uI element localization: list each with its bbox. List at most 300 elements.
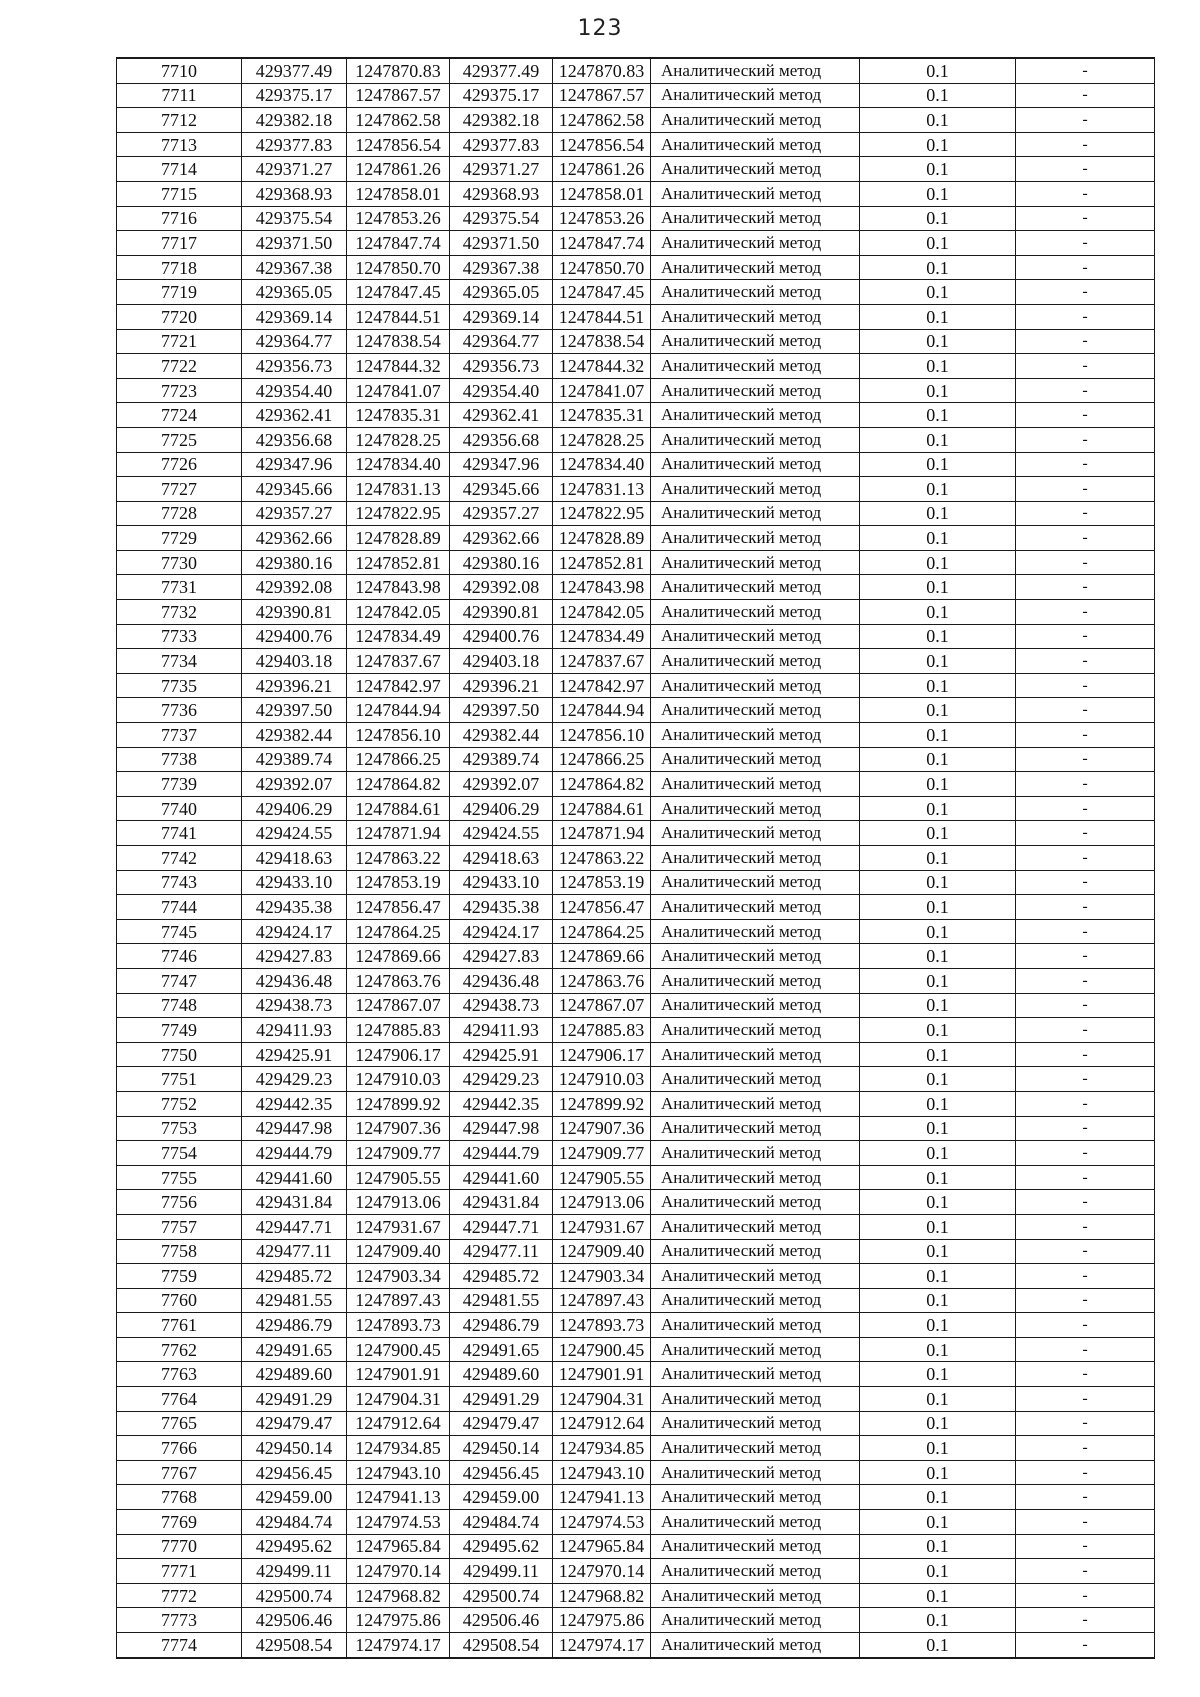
x-coordinate-2-cell: 429354.40 — [450, 378, 553, 403]
x-coordinate-2-cell: 429450.14 — [450, 1436, 553, 1461]
accuracy-cell: 0.1 — [860, 1559, 1016, 1584]
y-coordinate-cell: 1247850.70 — [347, 255, 450, 280]
y-coordinate-2-cell: 1247844.51 — [553, 304, 651, 329]
table-row — [117, 1214, 1155, 1239]
x-coordinate-2-cell: 429371.27 — [450, 157, 553, 182]
x-coordinate-cell: 429459.00 — [242, 1485, 347, 1510]
point-number-cell: 7754 — [117, 1141, 242, 1166]
x-coordinate-2-cell: 429489.60 — [450, 1362, 553, 1387]
y-coordinate-cell: 1247934.85 — [347, 1436, 450, 1461]
y-coordinate-2-cell: 1247943.10 — [553, 1460, 651, 1485]
accuracy-cell: 0.1 — [860, 895, 1016, 920]
x-coordinate-cell: 429506.46 — [242, 1608, 347, 1633]
y-coordinate-cell: 1247931.67 — [347, 1214, 450, 1239]
point-number-cell: 7755 — [117, 1165, 242, 1190]
y-coordinate-cell: 1247900.45 — [347, 1337, 450, 1362]
y-coordinate-cell: 1247852.81 — [347, 550, 450, 575]
point-number-cell: 7728 — [117, 501, 242, 526]
table-row — [117, 1239, 1155, 1264]
table-row — [117, 329, 1155, 354]
table-row — [117, 526, 1155, 551]
note-cell: - — [1016, 1411, 1155, 1436]
y-coordinate-2-cell: 1247941.13 — [553, 1485, 651, 1510]
accuracy-cell: 0.1 — [860, 477, 1016, 502]
x-coordinate-2-cell: 429392.08 — [450, 575, 553, 600]
accuracy-cell: 0.1 — [860, 1583, 1016, 1608]
point-number-cell: 7725 — [117, 427, 242, 452]
point-number-cell: 7745 — [117, 919, 242, 944]
x-coordinate-cell: 429389.74 — [242, 747, 347, 772]
note-cell: - — [1016, 698, 1155, 723]
x-coordinate-2-cell: 429438.73 — [450, 993, 553, 1018]
y-coordinate-cell: 1247906.17 — [347, 1042, 450, 1067]
note-cell: - — [1016, 1608, 1155, 1633]
x-coordinate-cell: 429397.50 — [242, 698, 347, 723]
y-coordinate-cell: 1247905.55 — [347, 1165, 450, 1190]
x-coordinate-cell: 429396.21 — [242, 673, 347, 698]
x-coordinate-2-cell: 429436.48 — [450, 968, 553, 993]
method-cell: Аналитический метод — [651, 1116, 860, 1141]
x-coordinate-2-cell: 429427.83 — [450, 944, 553, 969]
table-row — [117, 452, 1155, 477]
table-row — [117, 1018, 1155, 1043]
x-coordinate-cell: 429438.73 — [242, 993, 347, 1018]
note-cell: - — [1016, 1362, 1155, 1387]
table-row — [117, 1608, 1155, 1633]
x-coordinate-cell: 429433.10 — [242, 870, 347, 895]
y-coordinate-cell: 1247904.31 — [347, 1387, 450, 1412]
x-coordinate-2-cell: 429425.91 — [450, 1042, 553, 1067]
x-coordinate-2-cell: 429484.74 — [450, 1510, 553, 1535]
method-cell: Аналитический метод — [651, 1411, 860, 1436]
y-coordinate-2-cell: 1247893.73 — [553, 1313, 651, 1338]
point-number-cell: 7751 — [117, 1067, 242, 1092]
y-coordinate-2-cell: 1247904.31 — [553, 1387, 651, 1412]
y-coordinate-cell: 1247863.22 — [347, 846, 450, 871]
table-row — [117, 378, 1155, 403]
x-coordinate-cell: 429489.60 — [242, 1362, 347, 1387]
x-coordinate-cell: 429425.91 — [242, 1042, 347, 1067]
x-coordinate-2-cell: 429479.47 — [450, 1411, 553, 1436]
accuracy-cell: 0.1 — [860, 378, 1016, 403]
x-coordinate-2-cell: 429424.55 — [450, 821, 553, 846]
accuracy-cell: 0.1 — [860, 181, 1016, 206]
point-number-cell: 7771 — [117, 1559, 242, 1584]
x-coordinate-cell: 429362.66 — [242, 526, 347, 551]
table-row — [117, 1190, 1155, 1215]
point-number-cell: 7761 — [117, 1313, 242, 1338]
x-coordinate-2-cell: 429365.05 — [450, 280, 553, 305]
note-cell: - — [1016, 1510, 1155, 1535]
note-cell: - — [1016, 1387, 1155, 1412]
y-coordinate-2-cell: 1247828.25 — [553, 427, 651, 452]
x-coordinate-2-cell: 429403.18 — [450, 649, 553, 674]
table-row — [117, 403, 1155, 428]
method-cell: Аналитический метод — [651, 550, 860, 575]
method-cell: Аналитический метод — [651, 1190, 860, 1215]
x-coordinate-cell: 429357.27 — [242, 501, 347, 526]
method-cell: Аналитический метод — [651, 600, 860, 625]
y-coordinate-2-cell: 1247822.95 — [553, 501, 651, 526]
x-coordinate-2-cell: 429362.41 — [450, 403, 553, 428]
y-coordinate-cell: 1247867.57 — [347, 83, 450, 108]
table-row — [117, 477, 1155, 502]
method-cell: Аналитический метод — [651, 1559, 860, 1584]
y-coordinate-2-cell: 1247910.03 — [553, 1067, 651, 1092]
y-coordinate-2-cell: 1247835.31 — [553, 403, 651, 428]
table-row — [117, 354, 1155, 379]
method-cell: Аналитический метод — [651, 1633, 860, 1658]
table-row — [117, 1510, 1155, 1535]
accuracy-cell: 0.1 — [860, 1485, 1016, 1510]
table-row — [117, 1460, 1155, 1485]
y-coordinate-2-cell: 1247828.89 — [553, 526, 651, 551]
y-coordinate-2-cell: 1247853.26 — [553, 206, 651, 231]
y-coordinate-cell: 1247853.26 — [347, 206, 450, 231]
x-coordinate-2-cell: 429377.49 — [450, 58, 553, 83]
table-row — [117, 108, 1155, 133]
accuracy-cell: 0.1 — [860, 1313, 1016, 1338]
method-cell: Аналитический метод — [651, 83, 860, 108]
note-cell: - — [1016, 673, 1155, 698]
accuracy-cell: 0.1 — [860, 1534, 1016, 1559]
point-number-cell: 7753 — [117, 1116, 242, 1141]
y-coordinate-2-cell: 1247863.22 — [553, 846, 651, 871]
point-number-cell: 7731 — [117, 575, 242, 600]
note-cell: - — [1016, 870, 1155, 895]
x-coordinate-cell: 429371.27 — [242, 157, 347, 182]
x-coordinate-2-cell: 429375.54 — [450, 206, 553, 231]
point-number-cell: 7744 — [117, 895, 242, 920]
method-cell: Аналитический метод — [651, 231, 860, 256]
y-coordinate-2-cell: 1247856.54 — [553, 132, 651, 157]
x-coordinate-cell: 429382.44 — [242, 723, 347, 748]
y-coordinate-cell: 1247863.76 — [347, 968, 450, 993]
y-coordinate-cell: 1247856.54 — [347, 132, 450, 157]
note-cell: - — [1016, 1313, 1155, 1338]
y-coordinate-cell: 1247903.34 — [347, 1264, 450, 1289]
x-coordinate-2-cell: 429491.29 — [450, 1387, 553, 1412]
y-coordinate-cell: 1247834.49 — [347, 624, 450, 649]
x-coordinate-2-cell: 429377.83 — [450, 132, 553, 157]
accuracy-cell: 0.1 — [860, 58, 1016, 83]
accuracy-cell: 0.1 — [860, 1190, 1016, 1215]
y-coordinate-2-cell: 1247856.10 — [553, 723, 651, 748]
accuracy-cell: 0.1 — [860, 870, 1016, 895]
method-cell: Аналитический метод — [651, 993, 860, 1018]
note-cell: - — [1016, 452, 1155, 477]
y-coordinate-cell: 1247856.47 — [347, 895, 450, 920]
y-coordinate-2-cell: 1247909.77 — [553, 1141, 651, 1166]
y-coordinate-cell: 1247975.86 — [347, 1608, 450, 1633]
y-coordinate-cell: 1247909.40 — [347, 1239, 450, 1264]
accuracy-cell: 0.1 — [860, 673, 1016, 698]
point-number-cell: 7733 — [117, 624, 242, 649]
y-coordinate-cell: 1247893.73 — [347, 1313, 450, 1338]
y-coordinate-2-cell: 1247863.76 — [553, 968, 651, 993]
method-cell: Аналитический метод — [651, 526, 860, 551]
method-cell: Аналитический метод — [651, 1485, 860, 1510]
method-cell: Аналитический метод — [651, 698, 860, 723]
accuracy-cell: 0.1 — [860, 1337, 1016, 1362]
x-coordinate-cell: 429429.23 — [242, 1067, 347, 1092]
accuracy-cell: 0.1 — [860, 452, 1016, 477]
point-number-cell: 7738 — [117, 747, 242, 772]
method-cell: Аналитический метод — [651, 1067, 860, 1092]
table-row — [117, 1165, 1155, 1190]
table-row — [117, 1411, 1155, 1436]
x-coordinate-cell: 429356.68 — [242, 427, 347, 452]
y-coordinate-cell: 1247861.26 — [347, 157, 450, 182]
x-coordinate-2-cell: 429380.16 — [450, 550, 553, 575]
table-row — [117, 944, 1155, 969]
note-cell: - — [1016, 1559, 1155, 1584]
y-coordinate-cell: 1247842.97 — [347, 673, 450, 698]
table-row — [117, 698, 1155, 723]
y-coordinate-2-cell: 1247968.82 — [553, 1583, 651, 1608]
x-coordinate-2-cell: 429499.11 — [450, 1559, 553, 1584]
point-number-cell: 7713 — [117, 132, 242, 157]
point-number-cell: 7739 — [117, 772, 242, 797]
accuracy-cell: 0.1 — [860, 157, 1016, 182]
x-coordinate-2-cell: 429447.98 — [450, 1116, 553, 1141]
method-cell: Аналитический метод — [651, 1165, 860, 1190]
note-cell: - — [1016, 181, 1155, 206]
accuracy-cell: 0.1 — [860, 1165, 1016, 1190]
method-cell: Аналитический метод — [651, 1141, 860, 1166]
y-coordinate-cell: 1247867.07 — [347, 993, 450, 1018]
table-row — [117, 58, 1155, 83]
note-cell: - — [1016, 1239, 1155, 1264]
x-coordinate-cell: 429364.77 — [242, 329, 347, 354]
y-coordinate-cell: 1247885.83 — [347, 1018, 450, 1043]
method-cell: Аналитический метод — [651, 108, 860, 133]
y-coordinate-2-cell: 1247885.83 — [553, 1018, 651, 1043]
note-cell: - — [1016, 1141, 1155, 1166]
accuracy-cell: 0.1 — [860, 649, 1016, 674]
y-coordinate-2-cell: 1247831.13 — [553, 477, 651, 502]
y-coordinate-cell: 1247974.53 — [347, 1510, 450, 1535]
y-coordinate-2-cell: 1247861.26 — [553, 157, 651, 182]
point-number-cell: 7737 — [117, 723, 242, 748]
x-coordinate-cell: 429375.17 — [242, 83, 347, 108]
y-coordinate-cell: 1247844.94 — [347, 698, 450, 723]
table-row — [117, 1141, 1155, 1166]
note-cell: - — [1016, 1633, 1155, 1658]
x-coordinate-2-cell: 429367.38 — [450, 255, 553, 280]
accuracy-cell: 0.1 — [860, 919, 1016, 944]
table-row — [117, 747, 1155, 772]
x-coordinate-cell: 429356.73 — [242, 354, 347, 379]
y-coordinate-cell: 1247884.61 — [347, 796, 450, 821]
y-coordinate-cell: 1247968.82 — [347, 1583, 450, 1608]
x-coordinate-cell: 429447.98 — [242, 1116, 347, 1141]
note-cell: - — [1016, 624, 1155, 649]
x-coordinate-cell: 429481.55 — [242, 1288, 347, 1313]
point-number-cell: 7750 — [117, 1042, 242, 1067]
x-coordinate-2-cell: 429397.50 — [450, 698, 553, 723]
point-number-cell: 7773 — [117, 1608, 242, 1633]
x-coordinate-cell: 429390.81 — [242, 600, 347, 625]
y-coordinate-cell: 1247853.19 — [347, 870, 450, 895]
method-cell: Аналитический метод — [651, 1510, 860, 1535]
x-coordinate-2-cell: 429431.84 — [450, 1190, 553, 1215]
note-cell: - — [1016, 1264, 1155, 1289]
y-coordinate-cell: 1247822.95 — [347, 501, 450, 526]
y-coordinate-cell: 1247909.77 — [347, 1141, 450, 1166]
y-coordinate-cell: 1247841.07 — [347, 378, 450, 403]
table-row — [117, 624, 1155, 649]
point-number-cell: 7758 — [117, 1239, 242, 1264]
x-coordinate-cell: 429424.55 — [242, 821, 347, 846]
method-cell: Аналитический метод — [651, 378, 860, 403]
note-cell: - — [1016, 231, 1155, 256]
accuracy-cell: 0.1 — [860, 575, 1016, 600]
note-cell: - — [1016, 723, 1155, 748]
x-coordinate-2-cell: 429406.29 — [450, 796, 553, 821]
point-number-cell: 7729 — [117, 526, 242, 551]
accuracy-cell: 0.1 — [860, 550, 1016, 575]
method-cell: Аналитический метод — [651, 452, 860, 477]
point-number-cell: 7746 — [117, 944, 242, 969]
point-number-cell: 7759 — [117, 1264, 242, 1289]
table-row — [117, 1116, 1155, 1141]
x-coordinate-cell: 429441.60 — [242, 1165, 347, 1190]
accuracy-cell: 0.1 — [860, 83, 1016, 108]
x-coordinate-cell: 429491.65 — [242, 1337, 347, 1362]
x-coordinate-cell: 429484.74 — [242, 1510, 347, 1535]
x-coordinate-cell: 429377.83 — [242, 132, 347, 157]
x-coordinate-2-cell: 429392.07 — [450, 772, 553, 797]
x-coordinate-2-cell: 429508.54 — [450, 1633, 553, 1658]
point-number-cell: 7740 — [117, 796, 242, 821]
x-coordinate-cell: 429436.48 — [242, 968, 347, 993]
x-coordinate-2-cell: 429424.17 — [450, 919, 553, 944]
x-coordinate-2-cell: 429477.11 — [450, 1239, 553, 1264]
point-number-cell: 7747 — [117, 968, 242, 993]
x-coordinate-2-cell: 429347.96 — [450, 452, 553, 477]
point-number-cell: 7768 — [117, 1485, 242, 1510]
accuracy-cell: 0.1 — [860, 1411, 1016, 1436]
y-coordinate-cell: 1247828.89 — [347, 526, 450, 551]
y-coordinate-cell: 1247838.54 — [347, 329, 450, 354]
point-number-cell: 7749 — [117, 1018, 242, 1043]
y-coordinate-2-cell: 1247899.92 — [553, 1091, 651, 1116]
x-coordinate-cell: 429486.79 — [242, 1313, 347, 1338]
accuracy-cell: 0.1 — [860, 108, 1016, 133]
x-coordinate-cell: 429477.11 — [242, 1239, 347, 1264]
table-row — [117, 772, 1155, 797]
y-coordinate-cell: 1247871.94 — [347, 821, 450, 846]
table-row — [117, 231, 1155, 256]
y-coordinate-2-cell: 1247897.43 — [553, 1288, 651, 1313]
y-coordinate-2-cell: 1247905.55 — [553, 1165, 651, 1190]
table-row — [117, 796, 1155, 821]
table-row — [117, 1534, 1155, 1559]
table-row — [117, 723, 1155, 748]
point-number-cell: 7717 — [117, 231, 242, 256]
point-number-cell: 7720 — [117, 304, 242, 329]
point-number-cell: 7757 — [117, 1214, 242, 1239]
point-number-cell: 7743 — [117, 870, 242, 895]
y-coordinate-2-cell: 1247931.67 — [553, 1214, 651, 1239]
point-number-cell: 7715 — [117, 181, 242, 206]
x-coordinate-cell: 429427.83 — [242, 944, 347, 969]
method-cell: Аналитический метод — [651, 304, 860, 329]
y-coordinate-2-cell: 1247841.07 — [553, 378, 651, 403]
note-cell: - — [1016, 1018, 1155, 1043]
x-coordinate-2-cell: 429485.72 — [450, 1264, 553, 1289]
accuracy-cell: 0.1 — [860, 1460, 1016, 1485]
note-cell: - — [1016, 968, 1155, 993]
point-number-cell: 7748 — [117, 993, 242, 1018]
point-number-cell: 7741 — [117, 821, 242, 846]
method-cell: Аналитический метод — [651, 58, 860, 83]
x-coordinate-2-cell: 429390.81 — [450, 600, 553, 625]
table-row — [117, 1485, 1155, 1510]
y-coordinate-cell: 1247965.84 — [347, 1534, 450, 1559]
accuracy-cell: 0.1 — [860, 255, 1016, 280]
accuracy-cell: 0.1 — [860, 723, 1016, 748]
x-coordinate-2-cell: 429371.50 — [450, 231, 553, 256]
y-coordinate-2-cell: 1247870.83 — [553, 58, 651, 83]
method-cell: Аналитический метод — [651, 403, 860, 428]
method-cell: Аналитический метод — [651, 649, 860, 674]
y-coordinate-cell: 1247834.40 — [347, 452, 450, 477]
y-coordinate-2-cell: 1247842.05 — [553, 600, 651, 625]
table-row — [117, 673, 1155, 698]
point-number-cell: 7735 — [117, 673, 242, 698]
point-number-cell: 7710 — [117, 58, 242, 83]
accuracy-cell: 0.1 — [860, 698, 1016, 723]
x-coordinate-2-cell: 429433.10 — [450, 870, 553, 895]
table-row — [117, 181, 1155, 206]
y-coordinate-cell: 1247847.74 — [347, 231, 450, 256]
table-row — [117, 919, 1155, 944]
y-coordinate-cell: 1247970.14 — [347, 1559, 450, 1584]
accuracy-cell: 0.1 — [860, 846, 1016, 871]
y-coordinate-2-cell: 1247869.66 — [553, 944, 651, 969]
point-number-cell: 7712 — [117, 108, 242, 133]
note-cell: - — [1016, 550, 1155, 575]
coordinates-table — [116, 57, 1155, 1659]
x-coordinate-2-cell: 429362.66 — [450, 526, 553, 551]
y-coordinate-2-cell: 1247906.17 — [553, 1042, 651, 1067]
note-cell: - — [1016, 1116, 1155, 1141]
x-coordinate-cell: 429368.93 — [242, 181, 347, 206]
method-cell: Аналитический метод — [651, 895, 860, 920]
point-number-cell: 7719 — [117, 280, 242, 305]
x-coordinate-cell: 429424.17 — [242, 919, 347, 944]
point-number-cell: 7764 — [117, 1387, 242, 1412]
x-coordinate-2-cell: 429441.60 — [450, 1165, 553, 1190]
accuracy-cell: 0.1 — [860, 993, 1016, 1018]
note-cell: - — [1016, 1067, 1155, 1092]
note-cell: - — [1016, 1485, 1155, 1510]
accuracy-cell: 0.1 — [860, 1264, 1016, 1289]
y-coordinate-cell: 1247974.17 — [347, 1633, 450, 1658]
note-cell: - — [1016, 821, 1155, 846]
point-number-cell: 7774 — [117, 1633, 242, 1658]
y-coordinate-cell: 1247858.01 — [347, 181, 450, 206]
y-coordinate-2-cell: 1247871.94 — [553, 821, 651, 846]
method-cell: Аналитический метод — [651, 1460, 860, 1485]
accuracy-cell: 0.1 — [860, 1510, 1016, 1535]
x-coordinate-2-cell: 429459.00 — [450, 1485, 553, 1510]
table-row — [117, 870, 1155, 895]
x-coordinate-cell: 429403.18 — [242, 649, 347, 674]
table-row — [117, 1337, 1155, 1362]
